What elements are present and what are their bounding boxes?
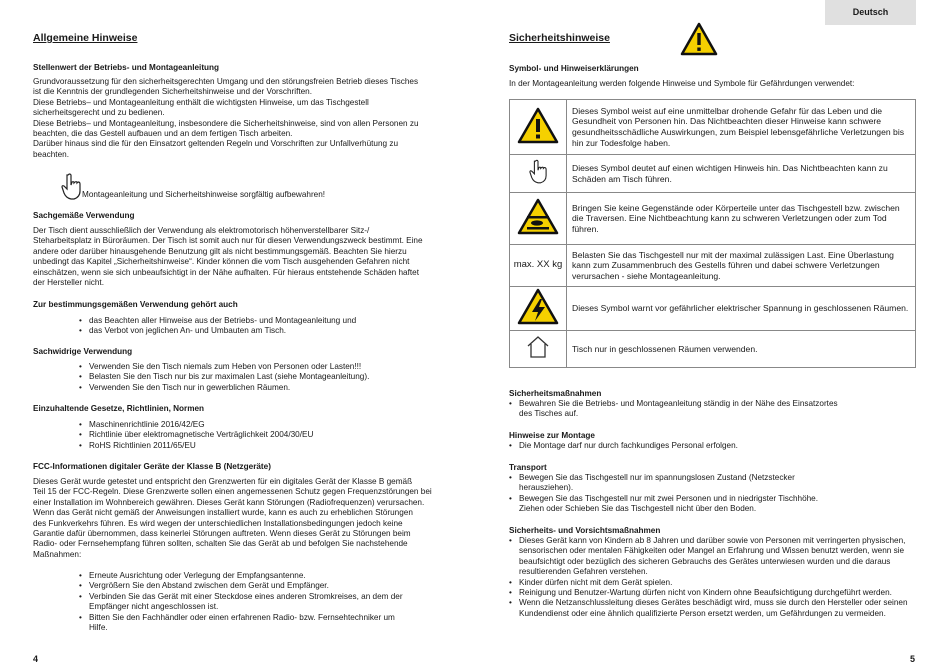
page-number-right: 5 xyxy=(910,654,916,664)
section-title-gesetze: Einzuhaltende Gesetze, Richtlinien, Normen xyxy=(33,404,205,413)
section-text-fcc: Dieses Gerät wurde getestet und entspricht den Grenzwerten für ein digitales Gerät der Klasse B gemäß Teil 15 der FCC-Regeln. Diese Grenzwerte sollen einen angemessenen Schutz gegen Frequenzstörungen bei einer Installation im Wohnbereich gewähren. Dieses Gerät kann Störungen (Radiofrequenzen) verursachen. Wenn das Gerät nicht gemäß der Anweisungen installiert wurde, kann es auch zu erheblichen Störungen des Funkverkehrs führen. Es wird wegen der unterschiedlichen Installationsbedingungen jedoch keine Garantie dafür übernommen, dass keinerlei Störungen auftreten. Wenn dieses Gerät zu Störungen beim Radio- oder Fernsehempfang führen sollten, schalten Sie das Gerät ab und befolgen Sie nachstehende Maßnahmen: xyxy=(33,477,432,559)
list-item: • Bewegen Sie das Tischgestell nur im spannungslosen Zustand (Netzstecker herausziehen). xyxy=(509,473,834,494)
symbol-text: Dieses Symbol warnt vor gefährlicher elektrischer Spannung in geschlossenen Räumen. xyxy=(567,287,916,331)
house-icon xyxy=(525,335,551,362)
list-item: • Maschinenrichtlinie 2016/42/EG xyxy=(79,420,439,430)
list-item: • das Beachten aller Hinweise aus der Betriebs- und Montageanleitung und xyxy=(79,316,439,326)
left-page-title: Allgemeine Hinweise xyxy=(33,32,138,44)
max-load-label: max. XX kg xyxy=(513,259,563,271)
section-title-stellenwert: Stellenwert der Betriebs- und Montageanleitung xyxy=(33,63,220,72)
list-item: • Bitten Sie den Fachhändler oder einen erfahrenen Radio- bzw. Fernsehtechniker um Hilfe. xyxy=(79,613,409,634)
list-item: • Verwenden Sie den Tisch niemals zum Heben von Personen oder Lasten!!! xyxy=(79,362,439,372)
table-row xyxy=(510,287,916,331)
section-title-sachwidrig: Sachwidrige Verwendung xyxy=(33,347,133,356)
crush-hazard-icon xyxy=(517,198,559,238)
list-item: • Bewahren Sie die Betriebs- und Montageanleitung ständig in der Nähe des Einsatzortes des Tisches auf. xyxy=(509,399,839,420)
symbol-text: Tisch nur in geschlossenen Räumen verwenden. xyxy=(567,331,916,368)
pointing-hand-icon xyxy=(61,173,81,204)
section-title-transport: Transport xyxy=(509,463,547,472)
list-gesetze xyxy=(79,420,439,451)
table-row xyxy=(510,245,916,287)
list-item: • das Verbot von jeglichen An- und Umbauten am Tisch. xyxy=(79,326,439,336)
list-item: • Kinder dürfen nicht mit dem Gerät spielen. xyxy=(509,578,909,588)
table-row xyxy=(510,155,916,193)
section-text-sachgemaess: Der Tisch dient ausschließlich der Verwendung als elektromotorisch höhenverstellbarer Sitz-/ Steharbeitsplatz in Büroräumen. Der Tisch ist somit auch nur für diesen Verwendungszweck bestimmt. Eine andere oder darüber hinausgehende Benutzung gilt als nicht bestimmungsgemäß. Beachten Sie hierzu unbedingt das Kapitel „Sicherheitshinweise“. Kinder können die vom Tisch ausgehenden Gefahren nicht einschätzen, wenn sie sich unbeaufsichtigt in der Nähe aufhalten. Für hieraus entstehende Schäden haftet der Hersteller nicht. xyxy=(33,226,423,288)
hand-note: Montageanleitung und Sicherheitshinweise sorgfältig aufbewahren! xyxy=(82,190,326,199)
section-title-fcc: FCC-Informationen digitaler Geräte der Klasse B (Netzgeräte) xyxy=(33,462,271,471)
symbol-text: Dieses Symbol deutet auf einen wichtigen Hinweis hin. Das Nichtbeachten kann zu Schäden am Tisch führen. xyxy=(567,155,916,193)
list-fcc-measures xyxy=(79,571,409,633)
list-bestimmungsgemaess xyxy=(79,316,439,337)
section-title-vorsicht: Sicherheits- und Vorsichtsmaßnahmen xyxy=(509,526,661,535)
list-item: • RoHS Richtlinien 2011/65/EU xyxy=(79,441,439,451)
list-item: • Vergrößern Sie den Abstand zwischen dem Gerät und Empfänger. xyxy=(79,581,409,591)
warning-triangle-icon xyxy=(680,22,718,59)
language-tab[interactable]: Deutsch xyxy=(825,0,916,25)
table-row xyxy=(510,100,916,155)
symbol-text: Belasten Sie das Tischgestell nur mit der maximal zulässigen Last. Eine Überlastung kann zum Zusammenbruch des Gestells führen und dabei schwere Verletzungen verursachen - siehe Montageanleitung. xyxy=(567,245,916,287)
section-text-stellenwert: Grundvoraussetzung für den sicherheitsgerechten Umgang und den störungsfreien Betrieb dieses Tisches ist die Kenntnis der grundlegenden Sicherheitshinweise und der Vorschriften. Diese Betriebs– und Montageanleitung enthält die wichtigsten Hinweise, um das Tischgestell sicherheitsgerecht und zu bedienen. Diese Betriebs– und Montageanleitung, insbesondere die Sicherheitshinweise, sind von allen Personen zu beachten, die das Gestell aufbauen und an dem fertigen Tisch arbeiten. Darüber hinaus sind die für den Einsatzort geltenden Regeln und Vorschriften zur Unfallverhütung zu beachten. xyxy=(33,77,419,159)
list-item: • Wenn die Netzanschlussleitung dieses Gerätes beschädigt wird, muss sie durch den Hersteller oder seinen Kundendienst oder eine ähnlich qualifizierte Person ersetzt werden, um Gefährdungen zu vermeiden. xyxy=(509,598,909,619)
list-item: • Erneute Ausrichtung oder Verlegung der Empfangsantenne. xyxy=(79,571,409,581)
section-title-symbole: Symbol- und Hinweiserklärungen xyxy=(509,64,639,73)
list-item: • Bewegen Sie das Tischgestell nur mit zwei Personen und in niedrigster Tischhöhe. Ziehen oder Schieben Sie das Tischgestell nicht über den Boden. xyxy=(509,494,834,515)
list-item: • Belasten Sie den Tisch nur bis zur maximalen Last (siehe Montageanleitung). xyxy=(79,372,439,382)
right-page-title: Sicherheitshinweise xyxy=(509,32,610,44)
symbol-text: Bringen Sie keine Gegenstände oder Körperteile unter das Tischgestell bzw. zwischen die Traversen. Eine Nichtbeachtung kann zu schweren Verletzungen oder zum Tod führen. xyxy=(567,193,916,245)
list-item: • Reinigung und Benutzer-Wartung dürfen nicht von Kindern ohne Beaufsichtigung durchgeführt werden. xyxy=(509,588,909,598)
symbol-table xyxy=(509,99,916,368)
warning-triangle-icon xyxy=(517,107,559,147)
list-sachwidrig xyxy=(79,362,439,393)
table-row xyxy=(510,193,916,245)
left-page xyxy=(33,0,438,672)
pointing-hand-icon xyxy=(529,159,547,188)
list-item: • Richtlinie über elektromagnetische Verträglichkeit 2004/30/EU xyxy=(79,430,439,440)
section-title-sachgemaess: Sachgemäße Verwendung xyxy=(33,211,135,220)
list-item: • Dieses Gerät kann von Kindern ab 8 Jahren und darüber sowie von Personen mit verringerten physischen, sensorischen oder mentalen Fähigkeiten oder Mangel an Erfahrung und Wissen benutzt werden, wenn sie beaufsichtigt oder bezüglich des sicheren Gebrauchs des Gerätes unterwiesen wurden und die daraus resultierenden Gefahren verstehen. xyxy=(509,536,909,578)
page-number-left: 4 xyxy=(33,654,39,664)
list-item: • Verbinden Sie das Gerät mit einer Steckdose eines anderen Stromkreises, an dem der Empfänger nicht angeschlossen ist. xyxy=(79,592,409,613)
symbol-text: Dieses Symbol weist auf eine unmittelbar drohende Gefahr für das Leben und die Gesundheit von Personen hin. Das Nichtbeachten dieser Hinweise kann schwere gesundheitsschädliche Auswirkungen, zum Beispiel lebensgefährliche Verletzungen bis hin zur Todesfolge haben. xyxy=(567,100,916,155)
section-title-sicherheitsmassnahmen: Sicherheitsmaßnahmen xyxy=(509,389,602,398)
section-title-montage: Hinweise zur Montage xyxy=(509,431,595,440)
list-item: • Verwenden Sie den Tisch nur in gewerblichen Räumen. xyxy=(79,383,439,393)
symbol-intro: In der Montageanleitung werden folgende Hinweise und Symbole für Gefährdungen verwendet: xyxy=(509,79,855,88)
table-row xyxy=(510,331,916,368)
electric-hazard-icon xyxy=(517,288,559,328)
list-item: • Die Montage darf nur durch fachkundiges Personal erfolgen. xyxy=(509,441,889,451)
section-title-bestimmungsgemaess: Zur bestimmungsgemäßen Verwendung gehört auch xyxy=(33,300,238,309)
